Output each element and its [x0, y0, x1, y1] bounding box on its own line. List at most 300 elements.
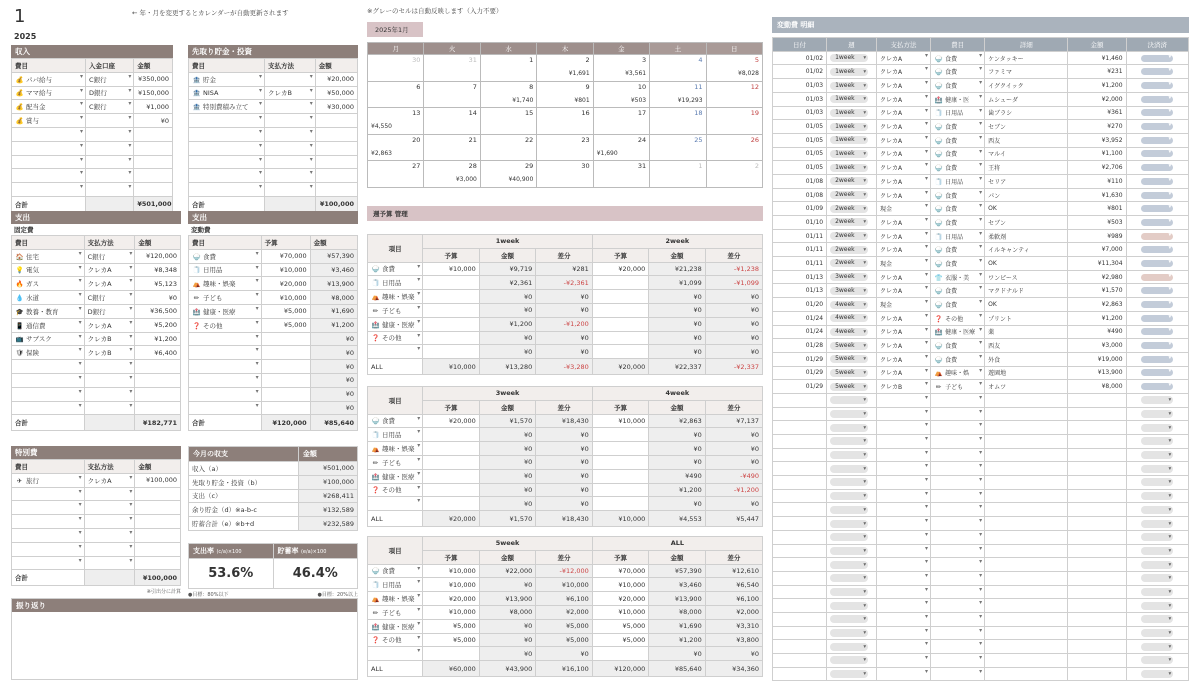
settled-cell[interactable]	[1126, 202, 1188, 216]
settled-select[interactable]	[1141, 465, 1173, 473]
amount-cell[interactable]	[135, 528, 181, 542]
week-select[interactable]: 2week ▾	[830, 177, 868, 185]
item-cell[interactable]	[368, 605, 423, 619]
week-cell[interactable]	[827, 503, 877, 517]
desc-cell[interactable]	[985, 612, 1068, 626]
amount-cell[interactable]: ¥1,570	[1068, 284, 1126, 298]
week-select[interactable]	[830, 506, 868, 514]
week-cell[interactable]	[827, 243, 877, 257]
calendar-day[interactable]	[368, 161, 424, 188]
amount-cell[interactable]	[1068, 585, 1126, 599]
account-cell[interactable]: C銀行 ▾	[86, 100, 134, 114]
settled-toggle[interactable]	[1141, 178, 1173, 185]
date-cell[interactable]	[773, 517, 827, 531]
week-cell[interactable]	[827, 339, 877, 353]
method-cell[interactable]	[876, 667, 930, 681]
item-cell[interactable]	[12, 263, 85, 277]
settled-cell[interactable]	[1126, 626, 1188, 640]
week-select[interactable]: 1week ▾	[830, 68, 868, 76]
settled-toggle[interactable]	[1141, 109, 1173, 116]
settled-toggle[interactable]	[1141, 274, 1173, 281]
desc-cell[interactable]: OK	[985, 202, 1068, 216]
amount-cell[interactable]: ¥1,630	[1068, 188, 1126, 202]
value-cell[interactable]	[423, 442, 479, 456]
week-select[interactable]: 1week ▾	[830, 150, 868, 158]
method-cell[interactable]: クレカA ▾	[876, 79, 930, 93]
calendar-day[interactable]	[650, 161, 706, 188]
date-cell[interactable]	[773, 489, 827, 503]
desc-cell[interactable]: 遊園地	[985, 366, 1068, 380]
amount-cell[interactable]	[1068, 517, 1126, 531]
amount-cell[interactable]: ¥1,200	[1068, 79, 1126, 93]
calendar-day[interactable]	[706, 108, 762, 135]
method-cell[interactable]	[876, 503, 930, 517]
method-cell[interactable]: クレカA ▾	[876, 92, 930, 106]
item-cell[interactable]	[189, 346, 262, 360]
account-cell[interactable]	[86, 155, 134, 169]
method-cell[interactable]: クレカA ▾	[876, 339, 930, 353]
category-cell[interactable]	[931, 284, 985, 298]
method-cell[interactable]: 現金 ▾	[876, 202, 930, 216]
value-cell[interactable]: ¥10,000	[423, 605, 479, 619]
method-cell[interactable]: クレカA ▾	[876, 243, 930, 257]
week-cell[interactable]	[827, 120, 877, 134]
desc-cell[interactable]	[985, 654, 1068, 668]
item-cell[interactable]	[189, 277, 262, 291]
item-cell[interactable]	[368, 633, 423, 647]
amount-cell[interactable]	[315, 169, 357, 183]
value-cell[interactable]	[423, 303, 479, 317]
method-cell[interactable]	[84, 556, 135, 570]
category-cell[interactable]	[931, 380, 985, 394]
amount-cell[interactable]: ¥270	[1068, 120, 1126, 134]
date-cell[interactable]: 01/28	[773, 339, 827, 353]
value-cell[interactable]	[592, 647, 648, 661]
item-cell[interactable]	[12, 127, 86, 141]
date-cell[interactable]: 01/11	[773, 229, 827, 243]
week-cell[interactable]	[827, 229, 877, 243]
method-cell[interactable]: クレカB ▾	[876, 380, 930, 394]
week-select[interactable]	[830, 451, 868, 459]
method-cell[interactable]	[876, 626, 930, 640]
week-cell[interactable]	[827, 407, 877, 421]
date-cell[interactable]: 01/05	[773, 133, 827, 147]
desc-cell[interactable]	[985, 503, 1068, 517]
account-cell[interactable]: D銀行 ▾	[86, 86, 134, 100]
amount-cell[interactable]	[1068, 448, 1126, 462]
category-cell[interactable]	[931, 51, 985, 65]
week-cell[interactable]	[827, 571, 877, 585]
date-cell[interactable]	[773, 462, 827, 476]
date-cell[interactable]: 01/02	[773, 65, 827, 79]
settled-cell[interactable]	[1126, 51, 1188, 65]
category-cell[interactable]	[931, 558, 985, 572]
date-cell[interactable]: 01/20	[773, 298, 827, 312]
category-cell[interactable]	[931, 503, 985, 517]
item-cell[interactable]	[189, 114, 265, 128]
week-select[interactable]	[830, 465, 868, 473]
date-cell[interactable]	[773, 571, 827, 585]
value-cell[interactable]	[592, 303, 648, 317]
settled-cell[interactable]	[1126, 106, 1188, 120]
date-cell[interactable]: 01/29	[773, 352, 827, 366]
budget-cell[interactable]	[261, 332, 310, 346]
amount-cell[interactable]	[1068, 421, 1126, 435]
amount-cell[interactable]	[135, 487, 181, 501]
week-cell[interactable]	[827, 489, 877, 503]
item-cell[interactable]	[368, 455, 423, 469]
date-cell[interactable]: 01/08	[773, 188, 827, 202]
category-cell[interactable]	[931, 174, 985, 188]
settled-cell[interactable]	[1126, 92, 1188, 106]
date-cell[interactable]: 01/29	[773, 366, 827, 380]
value-cell[interactable]	[423, 276, 479, 290]
amount-cell[interactable]	[134, 169, 173, 183]
desc-cell[interactable]	[985, 421, 1068, 435]
date-cell[interactable]	[773, 503, 827, 517]
item-cell[interactable]	[12, 169, 86, 183]
settled-cell[interactable]	[1126, 462, 1188, 476]
amount-cell[interactable]: ¥50,000	[315, 86, 357, 100]
calendar-day[interactable]	[593, 108, 649, 135]
item-cell[interactable]	[189, 360, 262, 374]
amount-cell[interactable]: ¥1,200	[1068, 311, 1126, 325]
value-cell[interactable]: ¥10,000	[423, 262, 479, 276]
week-cell[interactable]	[827, 380, 877, 394]
budget-cell[interactable]: ¥20,000	[261, 277, 310, 291]
value-cell[interactable]: ¥10,000	[592, 605, 648, 619]
item-cell[interactable]	[12, 304, 85, 318]
desc-cell[interactable]: セリア	[985, 174, 1068, 188]
method-cell[interactable]	[876, 489, 930, 503]
calendar-day[interactable]	[593, 55, 649, 82]
item-cell[interactable]	[368, 469, 423, 483]
amount-cell[interactable]	[315, 127, 357, 141]
week-cell[interactable]	[827, 311, 877, 325]
amount-cell[interactable]: ¥30,000	[315, 100, 357, 114]
method-cell[interactable]	[84, 401, 135, 415]
amount-cell[interactable]	[135, 556, 181, 570]
settled-select[interactable]	[1141, 451, 1173, 459]
settled-cell[interactable]	[1126, 667, 1188, 681]
settled-cell[interactable]	[1126, 133, 1188, 147]
settled-select[interactable]	[1141, 520, 1173, 528]
amount-cell[interactable]: ¥6,400	[135, 346, 181, 360]
item-cell[interactable]	[12, 487, 85, 501]
amount-cell[interactable]	[134, 183, 173, 197]
amount-cell[interactable]	[1068, 407, 1126, 421]
item-cell[interactable]	[189, 249, 262, 263]
week-cell[interactable]	[827, 216, 877, 230]
item-cell[interactable]	[12, 360, 85, 374]
week-cell[interactable]	[827, 257, 877, 271]
category-cell[interactable]	[931, 161, 985, 175]
settled-cell[interactable]	[1126, 489, 1188, 503]
week-select[interactable]	[830, 656, 868, 664]
budget-cell[interactable]: ¥10,000	[261, 263, 310, 277]
amount-cell[interactable]: ¥0	[134, 114, 173, 128]
week-cell[interactable]	[827, 640, 877, 654]
calendar-day[interactable]	[537, 161, 593, 188]
settled-toggle[interactable]	[1141, 205, 1173, 212]
item-cell[interactable]	[368, 647, 423, 661]
settled-select[interactable]	[1141, 629, 1173, 637]
week-select[interactable]	[830, 588, 868, 596]
value-cell[interactable]	[592, 331, 648, 345]
week-select[interactable]: 4week ▾	[830, 328, 868, 336]
week-select[interactable]: 3week ▾	[830, 287, 868, 295]
settled-toggle[interactable]	[1141, 260, 1173, 267]
calendar-day[interactable]	[368, 81, 424, 108]
category-cell[interactable]	[931, 147, 985, 161]
item-cell[interactable]	[368, 497, 423, 511]
date-cell[interactable]	[773, 476, 827, 490]
week-cell[interactable]	[827, 448, 877, 462]
amount-cell[interactable]: ¥1,200	[135, 332, 181, 346]
method-cell[interactable]	[876, 421, 930, 435]
settled-cell[interactable]	[1126, 393, 1188, 407]
item-cell[interactable]	[12, 556, 85, 570]
calendar-day[interactable]	[480, 108, 536, 135]
amount-cell[interactable]	[135, 401, 181, 415]
week-cell[interactable]	[827, 65, 877, 79]
calendar-day[interactable]	[424, 81, 480, 108]
desc-cell[interactable]	[985, 585, 1068, 599]
value-cell[interactable]	[423, 483, 479, 497]
week-cell[interactable]	[827, 544, 877, 558]
settled-toggle[interactable]	[1141, 55, 1173, 62]
desc-cell[interactable]: イグクイック	[985, 79, 1068, 93]
settled-cell[interactable]	[1126, 654, 1188, 668]
desc-cell[interactable]: マルイ	[985, 147, 1068, 161]
amount-cell[interactable]: ¥20,000	[315, 72, 357, 86]
settled-cell[interactable]	[1126, 216, 1188, 230]
category-cell[interactable]	[931, 106, 985, 120]
method-cell[interactable]	[876, 654, 930, 668]
calendar-day[interactable]	[424, 55, 480, 82]
item-cell[interactable]	[368, 303, 423, 317]
week-cell[interactable]	[827, 51, 877, 65]
calendar-day[interactable]	[424, 134, 480, 161]
amount-cell[interactable]	[134, 127, 173, 141]
desc-cell[interactable]: 薬	[985, 325, 1068, 339]
desc-cell[interactable]: OK	[985, 298, 1068, 312]
category-cell[interactable]	[931, 667, 985, 681]
settled-toggle[interactable]	[1141, 164, 1173, 171]
date-cell[interactable]: 01/09	[773, 202, 827, 216]
item-cell[interactable]	[368, 578, 423, 592]
week-select[interactable]: 5week ▾	[830, 355, 868, 363]
calendar-day[interactable]	[650, 81, 706, 108]
amount-cell[interactable]	[135, 360, 181, 374]
amount-cell[interactable]: ¥11,304	[1068, 257, 1126, 271]
method-cell[interactable]: クレカB ▾	[84, 346, 135, 360]
value-cell[interactable]	[423, 647, 479, 661]
item-cell[interactable]	[189, 72, 265, 86]
amount-cell[interactable]	[1068, 489, 1126, 503]
calendar-day[interactable]	[480, 81, 536, 108]
date-cell[interactable]: 01/11	[773, 243, 827, 257]
account-cell[interactable]	[86, 127, 134, 141]
item-cell[interactable]	[12, 183, 86, 197]
budget-cell[interactable]	[261, 360, 310, 374]
date-cell[interactable]: 01/13	[773, 270, 827, 284]
item-cell[interactable]	[12, 515, 85, 529]
item-cell[interactable]	[189, 169, 265, 183]
date-cell[interactable]: 01/02	[773, 51, 827, 65]
week-select[interactable]	[830, 492, 868, 500]
value-cell[interactable]	[592, 442, 648, 456]
settled-cell[interactable]	[1126, 174, 1188, 188]
method-cell[interactable]	[84, 515, 135, 529]
settled-cell[interactable]	[1126, 311, 1188, 325]
amount-cell[interactable]: ¥120,000	[135, 249, 181, 263]
method-cell[interactable]: クレカA ▾	[876, 216, 930, 230]
item-cell[interactable]	[368, 592, 423, 606]
date-cell[interactable]	[773, 585, 827, 599]
value-cell[interactable]	[423, 455, 479, 469]
item-cell[interactable]	[368, 442, 423, 456]
value-cell[interactable]	[592, 469, 648, 483]
item-cell[interactable]	[189, 100, 265, 114]
item-cell[interactable]	[189, 291, 262, 305]
method-cell[interactable]	[84, 387, 135, 401]
amount-cell[interactable]: ¥100,000	[135, 473, 181, 487]
calendar-day[interactable]	[424, 161, 480, 188]
week-cell[interactable]	[827, 517, 877, 531]
date-cell[interactable]: 01/10	[773, 216, 827, 230]
amount-cell[interactable]: ¥5,200	[135, 318, 181, 332]
value-cell[interactable]	[423, 469, 479, 483]
method-cell[interactable]: クレカA ▾	[876, 65, 930, 79]
method-cell[interactable]	[876, 640, 930, 654]
item-cell[interactable]	[12, 155, 86, 169]
method-cell[interactable]: クレカA ▾	[84, 263, 135, 277]
value-cell[interactable]: ¥5,000	[423, 619, 479, 633]
week-cell[interactable]	[827, 366, 877, 380]
date-cell[interactable]	[773, 544, 827, 558]
week-cell[interactable]	[827, 626, 877, 640]
value-cell[interactable]	[423, 331, 479, 345]
category-cell[interactable]	[931, 311, 985, 325]
category-cell[interactable]	[931, 339, 985, 353]
category-cell[interactable]	[931, 599, 985, 613]
item-cell[interactable]	[12, 141, 86, 155]
desc-cell[interactable]: ワンピース	[985, 270, 1068, 284]
week-select[interactable]	[830, 561, 868, 569]
desc-cell[interactable]	[985, 626, 1068, 640]
week-select[interactable]: 1week ▾	[830, 136, 868, 144]
week-cell[interactable]	[827, 352, 877, 366]
method-cell[interactable]: クレカA ▾	[876, 188, 930, 202]
date-cell[interactable]	[773, 530, 827, 544]
category-cell[interactable]	[931, 188, 985, 202]
account-cell[interactable]: C銀行 ▾	[86, 72, 134, 86]
item-cell[interactable]	[189, 373, 262, 387]
value-cell[interactable]	[592, 455, 648, 469]
method-cell[interactable]	[84, 542, 135, 556]
method-cell[interactable]	[84, 373, 135, 387]
desc-cell[interactable]	[985, 448, 1068, 462]
amount-cell[interactable]: ¥8,348	[135, 263, 181, 277]
week-cell[interactable]	[827, 654, 877, 668]
settled-cell[interactable]	[1126, 79, 1188, 93]
settled-cell[interactable]	[1126, 284, 1188, 298]
amount-cell[interactable]	[135, 542, 181, 556]
account-cell[interactable]	[86, 169, 134, 183]
method-cell[interactable]	[265, 127, 316, 141]
method-cell[interactable]	[876, 393, 930, 407]
settled-select[interactable]	[1141, 437, 1173, 445]
week-select[interactable]	[830, 533, 868, 541]
amount-cell[interactable]	[1068, 571, 1126, 585]
week-cell[interactable]	[827, 585, 877, 599]
settled-toggle[interactable]	[1141, 219, 1173, 226]
desc-cell[interactable]	[985, 544, 1068, 558]
date-cell[interactable]: 01/03	[773, 92, 827, 106]
category-cell[interactable]	[931, 585, 985, 599]
value-cell[interactable]: ¥10,000	[423, 564, 479, 578]
method-cell[interactable]: クレカA ▾	[876, 120, 930, 134]
item-cell[interactable]	[12, 528, 85, 542]
category-cell[interactable]	[931, 612, 985, 626]
settled-cell[interactable]	[1126, 571, 1188, 585]
value-cell[interactable]: ¥70,000	[592, 564, 648, 578]
desc-cell[interactable]	[985, 530, 1068, 544]
value-cell[interactable]	[592, 497, 648, 511]
method-cell[interactable]	[876, 476, 930, 490]
amount-cell[interactable]	[1068, 667, 1126, 681]
amount-cell[interactable]	[1068, 558, 1126, 572]
value-cell[interactable]	[423, 345, 479, 359]
amount-cell[interactable]: ¥2,706	[1068, 161, 1126, 175]
date-cell[interactable]	[773, 393, 827, 407]
week-select[interactable]	[830, 547, 868, 555]
date-cell[interactable]: 01/05	[773, 120, 827, 134]
settled-cell[interactable]	[1126, 147, 1188, 161]
settled-cell[interactable]	[1126, 612, 1188, 626]
week-cell[interactable]	[827, 92, 877, 106]
calendar-day[interactable]	[706, 55, 762, 82]
item-cell[interactable]	[12, 332, 85, 346]
item-cell[interactable]	[189, 304, 262, 318]
category-cell[interactable]	[931, 79, 985, 93]
week-select[interactable]: 4week ▾	[830, 301, 868, 309]
amount-cell[interactable]: ¥110	[1068, 174, 1126, 188]
calendar-day[interactable]	[593, 134, 649, 161]
amount-cell[interactable]: ¥7,000	[1068, 243, 1126, 257]
week-select[interactable]: 2week ▾	[830, 205, 868, 213]
method-cell[interactable]: C銀行 ▾	[84, 249, 135, 263]
value-cell[interactable]	[423, 317, 479, 331]
method-cell[interactable]	[876, 435, 930, 449]
review-section[interactable]	[11, 598, 358, 680]
week-select[interactable]	[830, 574, 868, 582]
amount-cell[interactable]: ¥350,000	[134, 72, 173, 86]
settled-cell[interactable]	[1126, 257, 1188, 271]
calendar-day[interactable]	[480, 134, 536, 161]
method-cell[interactable]: クレカA ▾	[876, 284, 930, 298]
category-cell[interactable]	[931, 325, 985, 339]
desc-cell[interactable]: ケンタッキー	[985, 51, 1068, 65]
week-select[interactable]: 5week ▾	[830, 369, 868, 377]
value-cell[interactable]	[423, 428, 479, 442]
item-cell[interactable]	[12, 291, 85, 305]
settled-toggle[interactable]	[1141, 315, 1173, 322]
amount-cell[interactable]: ¥503	[1068, 216, 1126, 230]
calendar-day[interactable]	[706, 161, 762, 188]
week-select[interactable]: 2week ▾	[830, 232, 868, 240]
